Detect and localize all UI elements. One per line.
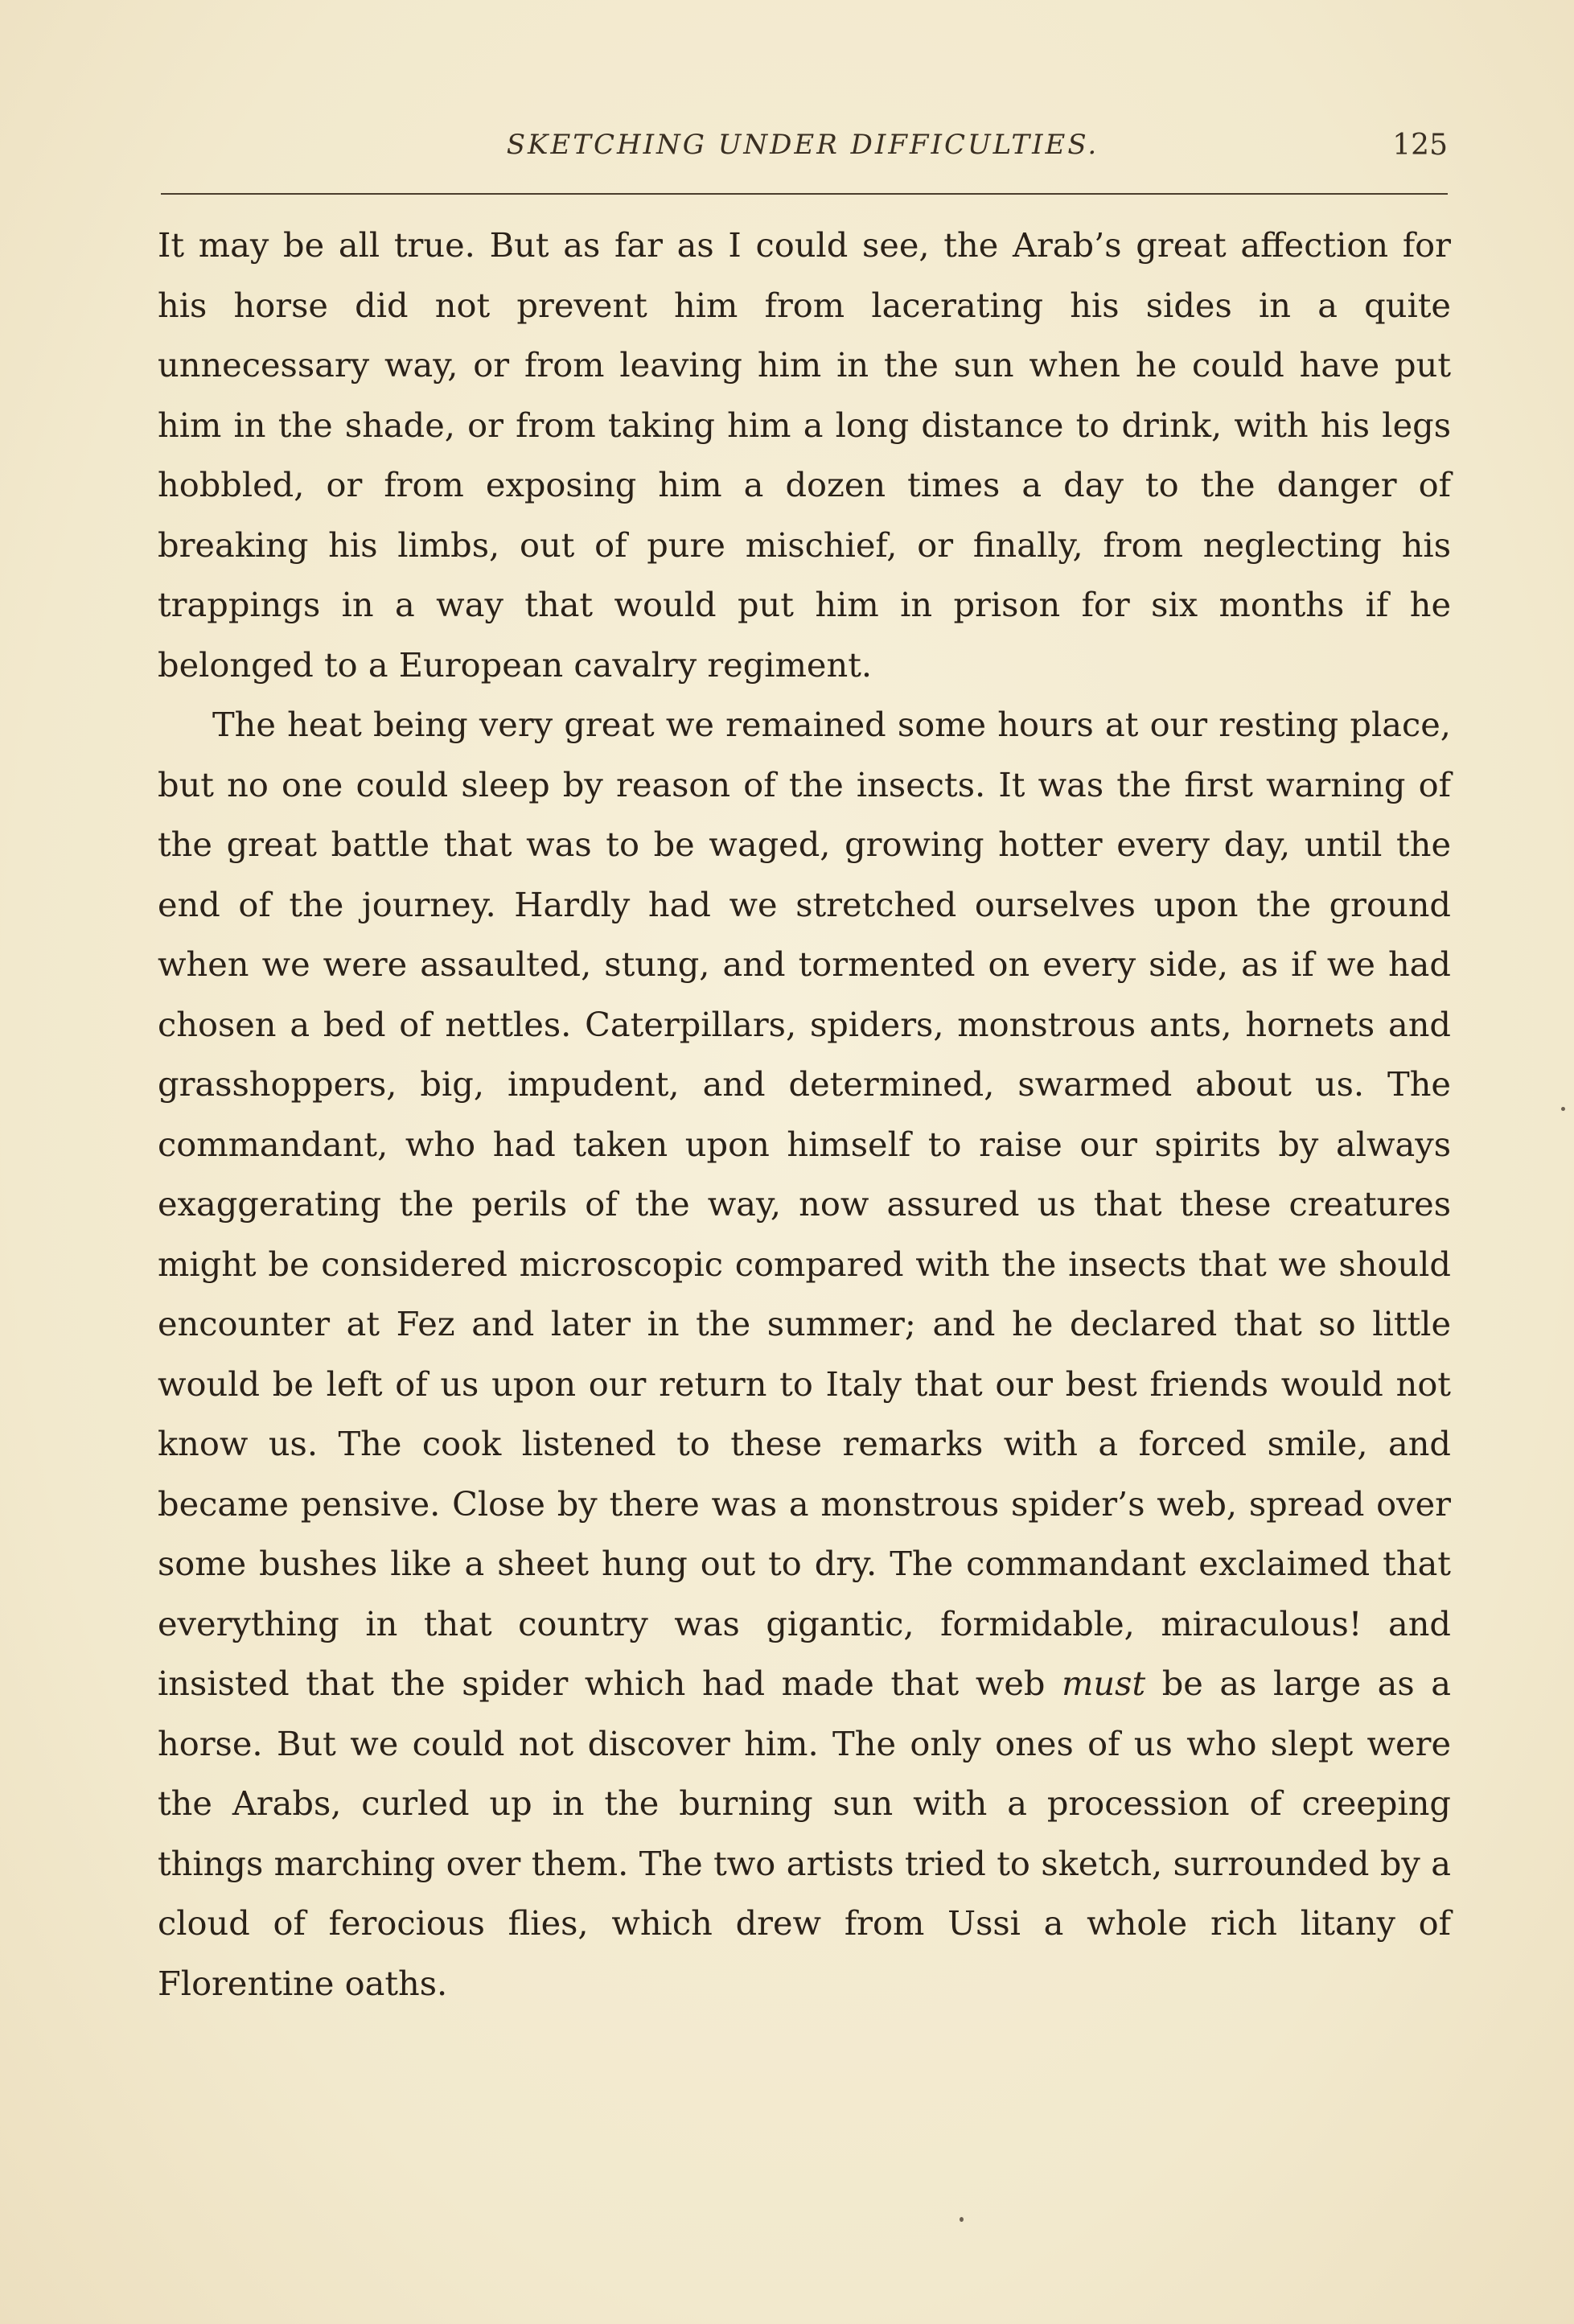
emphasis-must: must	[1062, 1664, 1146, 1703]
paragraph-1: It may be all true. But as far as I could see, the Arab’s great affection for his horse did not prevent him from lacerating his sides in a quite unnecessary way, or from leaving him in the sun when he could have put him in the shade, or from taking him a long distance to drink, with his legs hobbled, or from exposing him a dozen times a day to the danger of breaking his limbs, out of pure mischief, or finally, from neglecting his trappings in a way that would put him in prison for six months if he belonged to a European cavalry regiment.	[158, 225, 1451, 685]
page-number: 125	[1392, 129, 1448, 162]
paper-speck	[960, 2217, 964, 2222]
paragraph-2	[158, 695, 1451, 2013]
paragraph-2-text-before: The heat being very great we remained some hours at our resting place, but no one could sleep by reason of the insects. It was the first warning of the great battle that was to be waged, growing hotter every day, until the end of the journey. Hardly had we stretched ourselves upon the ground when we were assaulted, stung, and tormented on every side, as if we had chosen a bed of nettles. Caterpillars, spiders, monstrous ants, hornets and grasshoppers, big, impudent, and determined, swarmed about us. The commandant, who had taken upon himself to raise our spirits by always exaggerating the perils of the way, now assured us that these creatures might be considered microscopic compared with the insects that we should encounter at Fez and later in the summer; and he declared that so little would be left of us upon our return to Italy that our best friends would not know us. The cook listened to these remarks with a forced smile, and became pensive. Close by there was a monstrous spider’s web, spread over some bushes like a sheet hung out to dry. The commandant exclaimed that everything in that country was gigantic, formidable, miraculous! and insisted that the spider which had made that web	[158, 705, 1451, 1703]
running-title: SKETCHING UNDER DIFFICULTIES.	[506, 129, 1099, 161]
paragraph-2-text-after: be as large as a horse. But we could not discover him. The only ones of us who slept were the Arabs, curled up in the burning sun with a procession of creeping things marching over them. The two artists tried to sketch, surrounded by a cloud of ferocious flies, which drew from Ussi a whole rich litany of Florentine oaths.	[158, 1664, 1451, 2003]
running-head	[158, 129, 1448, 174]
body-text	[158, 216, 1451, 2013]
paper-speck	[1561, 1107, 1565, 1111]
header-rule	[161, 193, 1448, 195]
